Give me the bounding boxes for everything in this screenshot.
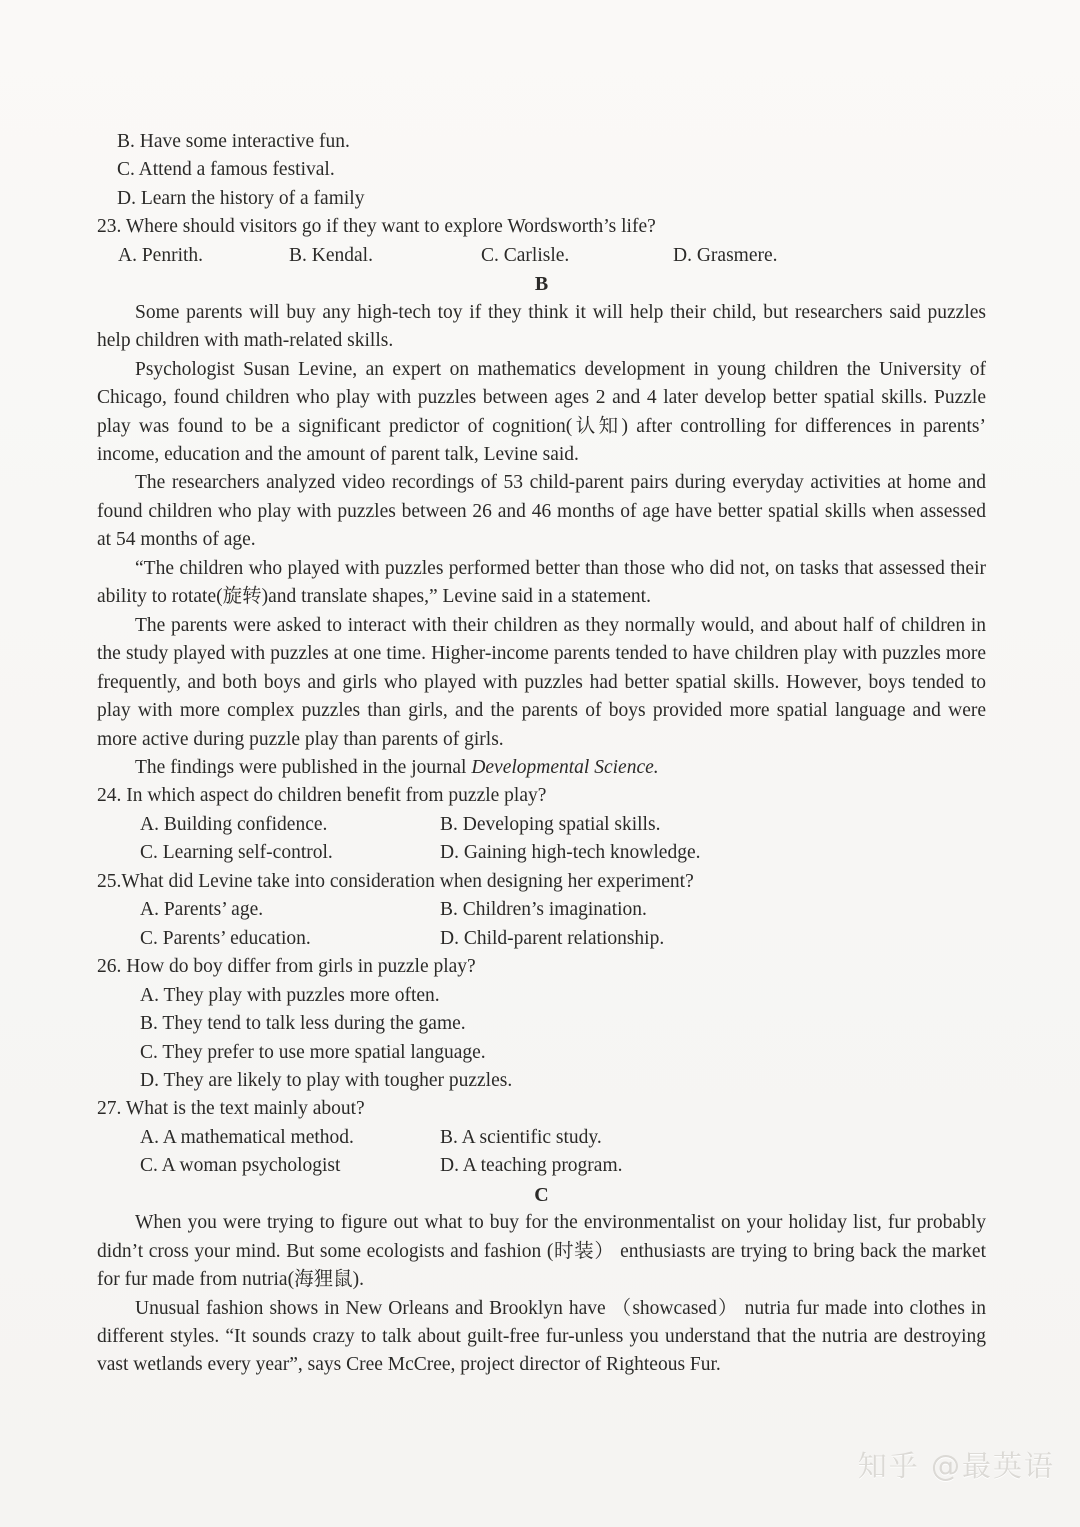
- answer-option-27c: C. A woman psychologist: [140, 1155, 341, 1177]
- section-header-b: B: [534, 273, 549, 296]
- answer-option-27d: D. A teaching program.: [440, 1155, 623, 1177]
- answer-option-23b: B. Kendal.: [289, 244, 373, 266]
- answer-option-24c: C. Learning self-control.: [140, 842, 333, 864]
- answer-option-23d: D. Grasmere.: [673, 244, 778, 266]
- question-24-text: 24. In which aspect do children benefit from puzzle play?: [97, 785, 547, 807]
- question-25-options-row1: [97, 896, 986, 924]
- answer-option-22d: D. Learn the history of a family: [117, 187, 365, 209]
- passage-b-paragraph-4: “The children who played with puzzles performed better than those who did not, on tasks that assessed their ability to rotate(旋转)and translate shapes,” Levine said in a statement.: [97, 557, 986, 608]
- answer-option-23c: C. Carlisle.: [481, 244, 570, 266]
- question-24-options-row1: [97, 811, 986, 839]
- answer-option-26b: B. They tend to talk less during the game.: [140, 1013, 466, 1035]
- passage-b-paragraph-3: The researchers analyzed video recordings of 53 child-parent pairs during everyday activities at home and found children who play with puzzles between 26 and 46 months of age have better spatial skills when assessed at 54 months of age.: [97, 472, 986, 551]
- passage-c-paragraph-1: When you were trying to figure out what to buy for the environmentalist on your holiday list, fur probably didn’t cross your mind. But some ecologists and fashion (时装） enthusiasts are trying to bring back the market for fur made from nutria(海狸鼠).: [97, 1212, 986, 1291]
- answer-option-26d: D. They are likely to play with tougher puzzles.: [140, 1069, 513, 1091]
- answer-option-24a: A. Building confidence.: [140, 813, 328, 835]
- findings-text: The findings were published in the journal: [135, 756, 472, 778]
- exam-content: [97, 128, 986, 1380]
- answer-option-24b: B. Developing spatial skills.: [440, 813, 661, 835]
- answer-option-26c: C. They prefer to use more spatial language.: [140, 1041, 486, 1063]
- journal-name: Developmental Science.: [471, 756, 659, 778]
- watermark: 知乎 @最英语: [857, 1449, 1055, 1483]
- answer-option-22c: C. Attend a famous festival.: [117, 159, 335, 181]
- answer-option-25b: B. Children’s imagination.: [440, 899, 647, 921]
- answer-option-24d: D. Gaining high-tech knowledge.: [440, 842, 701, 864]
- answer-option-22b: B. Have some interactive fun.: [117, 131, 350, 152]
- question-25-options-row2: [97, 925, 986, 953]
- answer-option-26a: A. They play with puzzles more often.: [140, 984, 440, 1006]
- question-25-text: 25.What did Levine take into consideration when designing her experiment?: [97, 870, 694, 892]
- question-23-text: 23. Where should visitors go if they want to explore Wordsworth’s life?: [97, 216, 656, 238]
- passage-b-paragraph-2: Psychologist Susan Levine, an expert on mathematics development in young children the University of Chicago, found children who play with puzzles between ages 2 and 4 later develop better spatial skills. Puzzle play was found to be a significant predictor of cognition(认知) after controlling for differences in parents’ income, education and the amount of parent talk, Levine said.: [97, 358, 986, 465]
- answer-option-27a: A. A mathematical method.: [140, 1126, 354, 1148]
- passage-b-findings-line: [97, 754, 986, 782]
- answer-option-23a: A. Penrith.: [118, 244, 204, 266]
- answer-option-25d: D. Child-parent relationship.: [440, 927, 665, 949]
- question-27-text: 27. What is the text mainly about?: [97, 1098, 365, 1120]
- answer-option-25c: C. Parents’ education.: [140, 927, 311, 949]
- passage-b-paragraph-1: Some parents will buy any high-tech toy if they think it will help their child, but researchers said puzzles help children with math-related skills.: [97, 301, 986, 352]
- question-27-options-row1: [97, 1124, 986, 1152]
- answer-option-25a: A. Parents’ age.: [140, 899, 264, 921]
- question-26-text: 26. How do boy differ from girls in puzzle play?: [97, 956, 476, 978]
- question-23-options: [97, 242, 986, 270]
- question-27-options-row2: [97, 1152, 986, 1180]
- passage-c-paragraph-2: Unusual fashion shows in New Orleans and Brooklyn have （showcased） nutria fur made into clothes in different styles. “It sounds crazy to talk about guilt-free fur-unless you understand that the nutria are destroying vast wetlands every year”, says Cree McCree, project director of Righteous Fur.: [97, 1297, 986, 1376]
- section-header-c: C: [534, 1183, 549, 1206]
- passage-b-paragraph-5: The parents were asked to interact with their children as they normally would, and about half of children in the study played with puzzles at one time. Higher-income parents tended to have children play with puzzles more frequently, and both boys and girls who played with puzzles had better spatial skills. However, boys tended to play with more complex puzzles than girls, and the parents of boys provided more spatial language and were more active during puzzle play than parents of girls.: [97, 614, 986, 750]
- answer-option-27b: B. A scientific study.: [440, 1126, 602, 1148]
- question-24-options-row2: [97, 839, 986, 867]
